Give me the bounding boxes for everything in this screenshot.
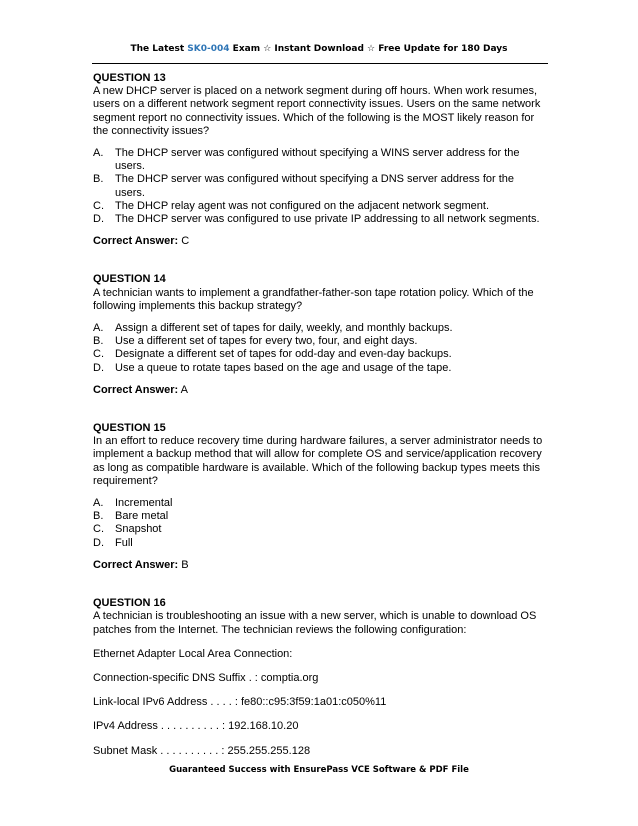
option-text: The DHCP server was configured without specifying a DNS server address for the users. [115,173,515,199]
option-a [93,147,543,173]
option-c [93,523,543,536]
answer-label: Correct Answer: [93,383,179,396]
option-text: The DHCP server was configured to use private IP addressing to all network segments. [115,213,540,226]
option-d [93,362,543,375]
option-text: The DHCP server was configured without specifying a WINS server address for the users. [115,147,520,173]
config-block [93,648,543,758]
option-letter: B. [93,510,104,523]
config-line: Ethernet Adapter Local Area Connection: [93,647,293,660]
option-letter: B. [93,173,104,186]
correct-answer [93,384,543,397]
option-c [93,200,543,213]
option-letter: A. [93,147,104,160]
option-text: Assign a different set of tapes for daily, weekly, and monthly backups. [115,322,453,335]
option-b [93,510,543,523]
config-line: Connection-specific DNS Suffix . : comptia.org [93,671,319,684]
question-13 [93,72,543,248]
option-d [93,537,543,550]
correct-answer [93,235,543,248]
header-divider [92,63,548,64]
option-letter: B. [93,335,104,348]
page-footer: Guaranteed Success with EnsurePass VCE Software & PDF File [169,765,469,775]
header-prefix: The Latest [130,44,188,54]
question-title: QUESTION 16 [93,597,166,610]
option-letter: D. [93,536,104,549]
option-letter: C. [93,348,104,361]
option-letter: D. [93,213,104,226]
answer-label: Correct Answer: [93,235,179,248]
exam-code: SK0-004 [187,44,230,54]
question-14 [93,273,543,397]
option-list [93,497,543,550]
option-letter: D. [93,361,104,374]
option-list [93,322,543,375]
option-b [93,335,543,348]
config-line: Link-local IPv6 Address . . . . : fe80::c95:3f59:1a01:c050%11 [93,696,387,709]
question-16 [93,597,543,758]
question-text: In an effort to reduce recovery time during hardware failures, a server administrator needs to implement a backup method that will allow for complete OS and service/application recovery as long as compatible hardware is available. Which of the following backup types meets this requirement? [93,435,543,487]
answer-value: B [181,558,189,571]
option-d [93,213,543,226]
question-text: A new DHCP server is placed on a network segment during off hours. When work resumes, users on a different network segment report connectivity issues. Users on the same network segment report no connectivity issues. Which of the following is the MOST likely reason for the connectivity issues? [93,85,541,137]
option-a [93,497,543,510]
config-line: IPv4 Address . . . . . . . . . . : 192.168.10.20 [93,720,299,733]
answer-value: A [180,383,188,396]
correct-answer [93,559,543,572]
option-text: Snapshot [115,523,162,536]
option-letter: A. [93,322,104,335]
question-title: QUESTION 14 [93,273,166,286]
option-letter: A. [93,497,104,510]
question-text: A technician wants to implement a grandfather-father-son tape rotation policy. Which of the following implements this backup strategy? [93,286,534,312]
option-text: Use a queue to rotate tapes based on the age and usage of the tape. [115,361,452,374]
option-list [93,147,543,226]
option-letter: C. [93,523,104,536]
option-text: Designate a different set of tapes for odd-day and even-day backups. [115,348,452,361]
option-text: Bare metal [115,510,169,523]
question-15 [93,422,543,572]
header-suffix: Exam ☆ Instant Download ☆ Free Update for 180 Days [229,44,508,54]
question-title: QUESTION 13 [93,72,166,84]
page-header [0,44,638,54]
answer-label: Correct Answer: [93,558,179,571]
config-line: Subnet Mask . . . . . . . . . . : 255.255.255.128 [93,744,311,757]
answer-value: C [181,235,190,248]
document-body [93,72,543,783]
option-a [93,322,543,335]
question-title: QUESTION 15 [93,422,166,435]
option-text: Use a different set of tapes for every two, four, and eight days. [115,335,418,348]
option-text: Incremental [115,497,173,510]
option-text: The DHCP relay agent was not configured on the adjacent network segment. [115,199,490,212]
option-letter: C. [93,199,104,212]
question-text: A technician is troubleshooting an issue with a new server, which is unable to download OS patches from the Internet. The technician reviews the following configuration: [93,610,537,636]
option-b [93,173,543,199]
option-text: Full [115,536,133,549]
option-c [93,348,543,361]
